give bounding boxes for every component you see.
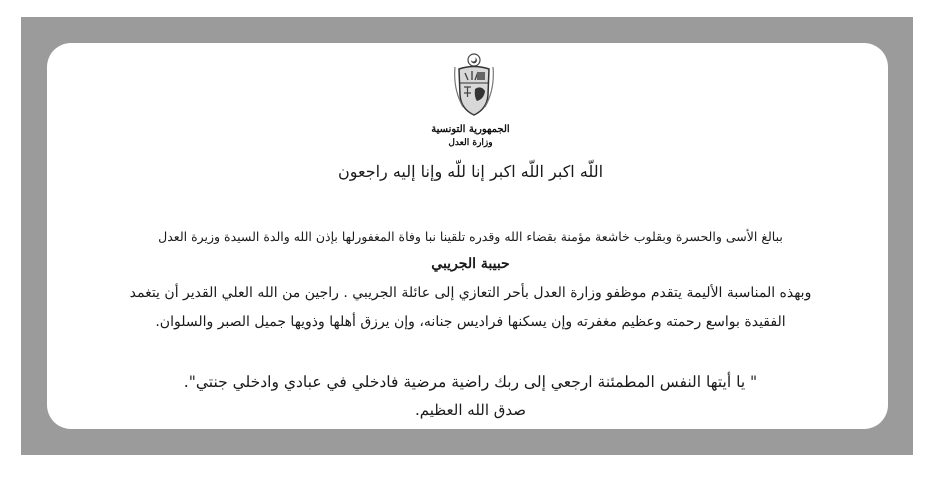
intro-paragraph: ببالغ الأسى والحسرة وبقلوب خاشعة مؤمنة بقضاء الله وقدره تلقينا نبا وفاة المغفورلها بإذن الله والدة السيدة وزيرة العدل [158,229,783,244]
ministry-label: وزارة العدل [448,138,493,148]
quranic-verse: " يا أيتها النفس المطمئنة ارجعي إلى ربك راضية مرضية فادخلي في عبادي وادخلي جنتي". [183,373,758,391]
condolence-line-1: وبهذه المناسبة الأليمة يتقدم موظفو وزارة العدل بأحر التعازي إلى عائلة الجريبي . راجين من الله العلي القدير أن يتغمد [129,285,812,301]
tunisia-coat-of-arms-icon [453,53,495,117]
republic-label: الجمهورية التونسية [431,124,510,135]
closing-phrase: صدق الله العظيم. [414,401,527,419]
opening-phrase: اللّه اكبر اللّه اكبر إنا للّه وإنا إليه راجعون [337,162,604,181]
deceased-name: حبيبة الجريبي [431,256,510,272]
condolence-line-2: الفقيدة بواسع رحمته وعظيم مغفرته وإن يسكنها فراديس جنانه، وإن يرزق أهلها وذويها جميل الصبر والسلوان. [155,314,786,330]
